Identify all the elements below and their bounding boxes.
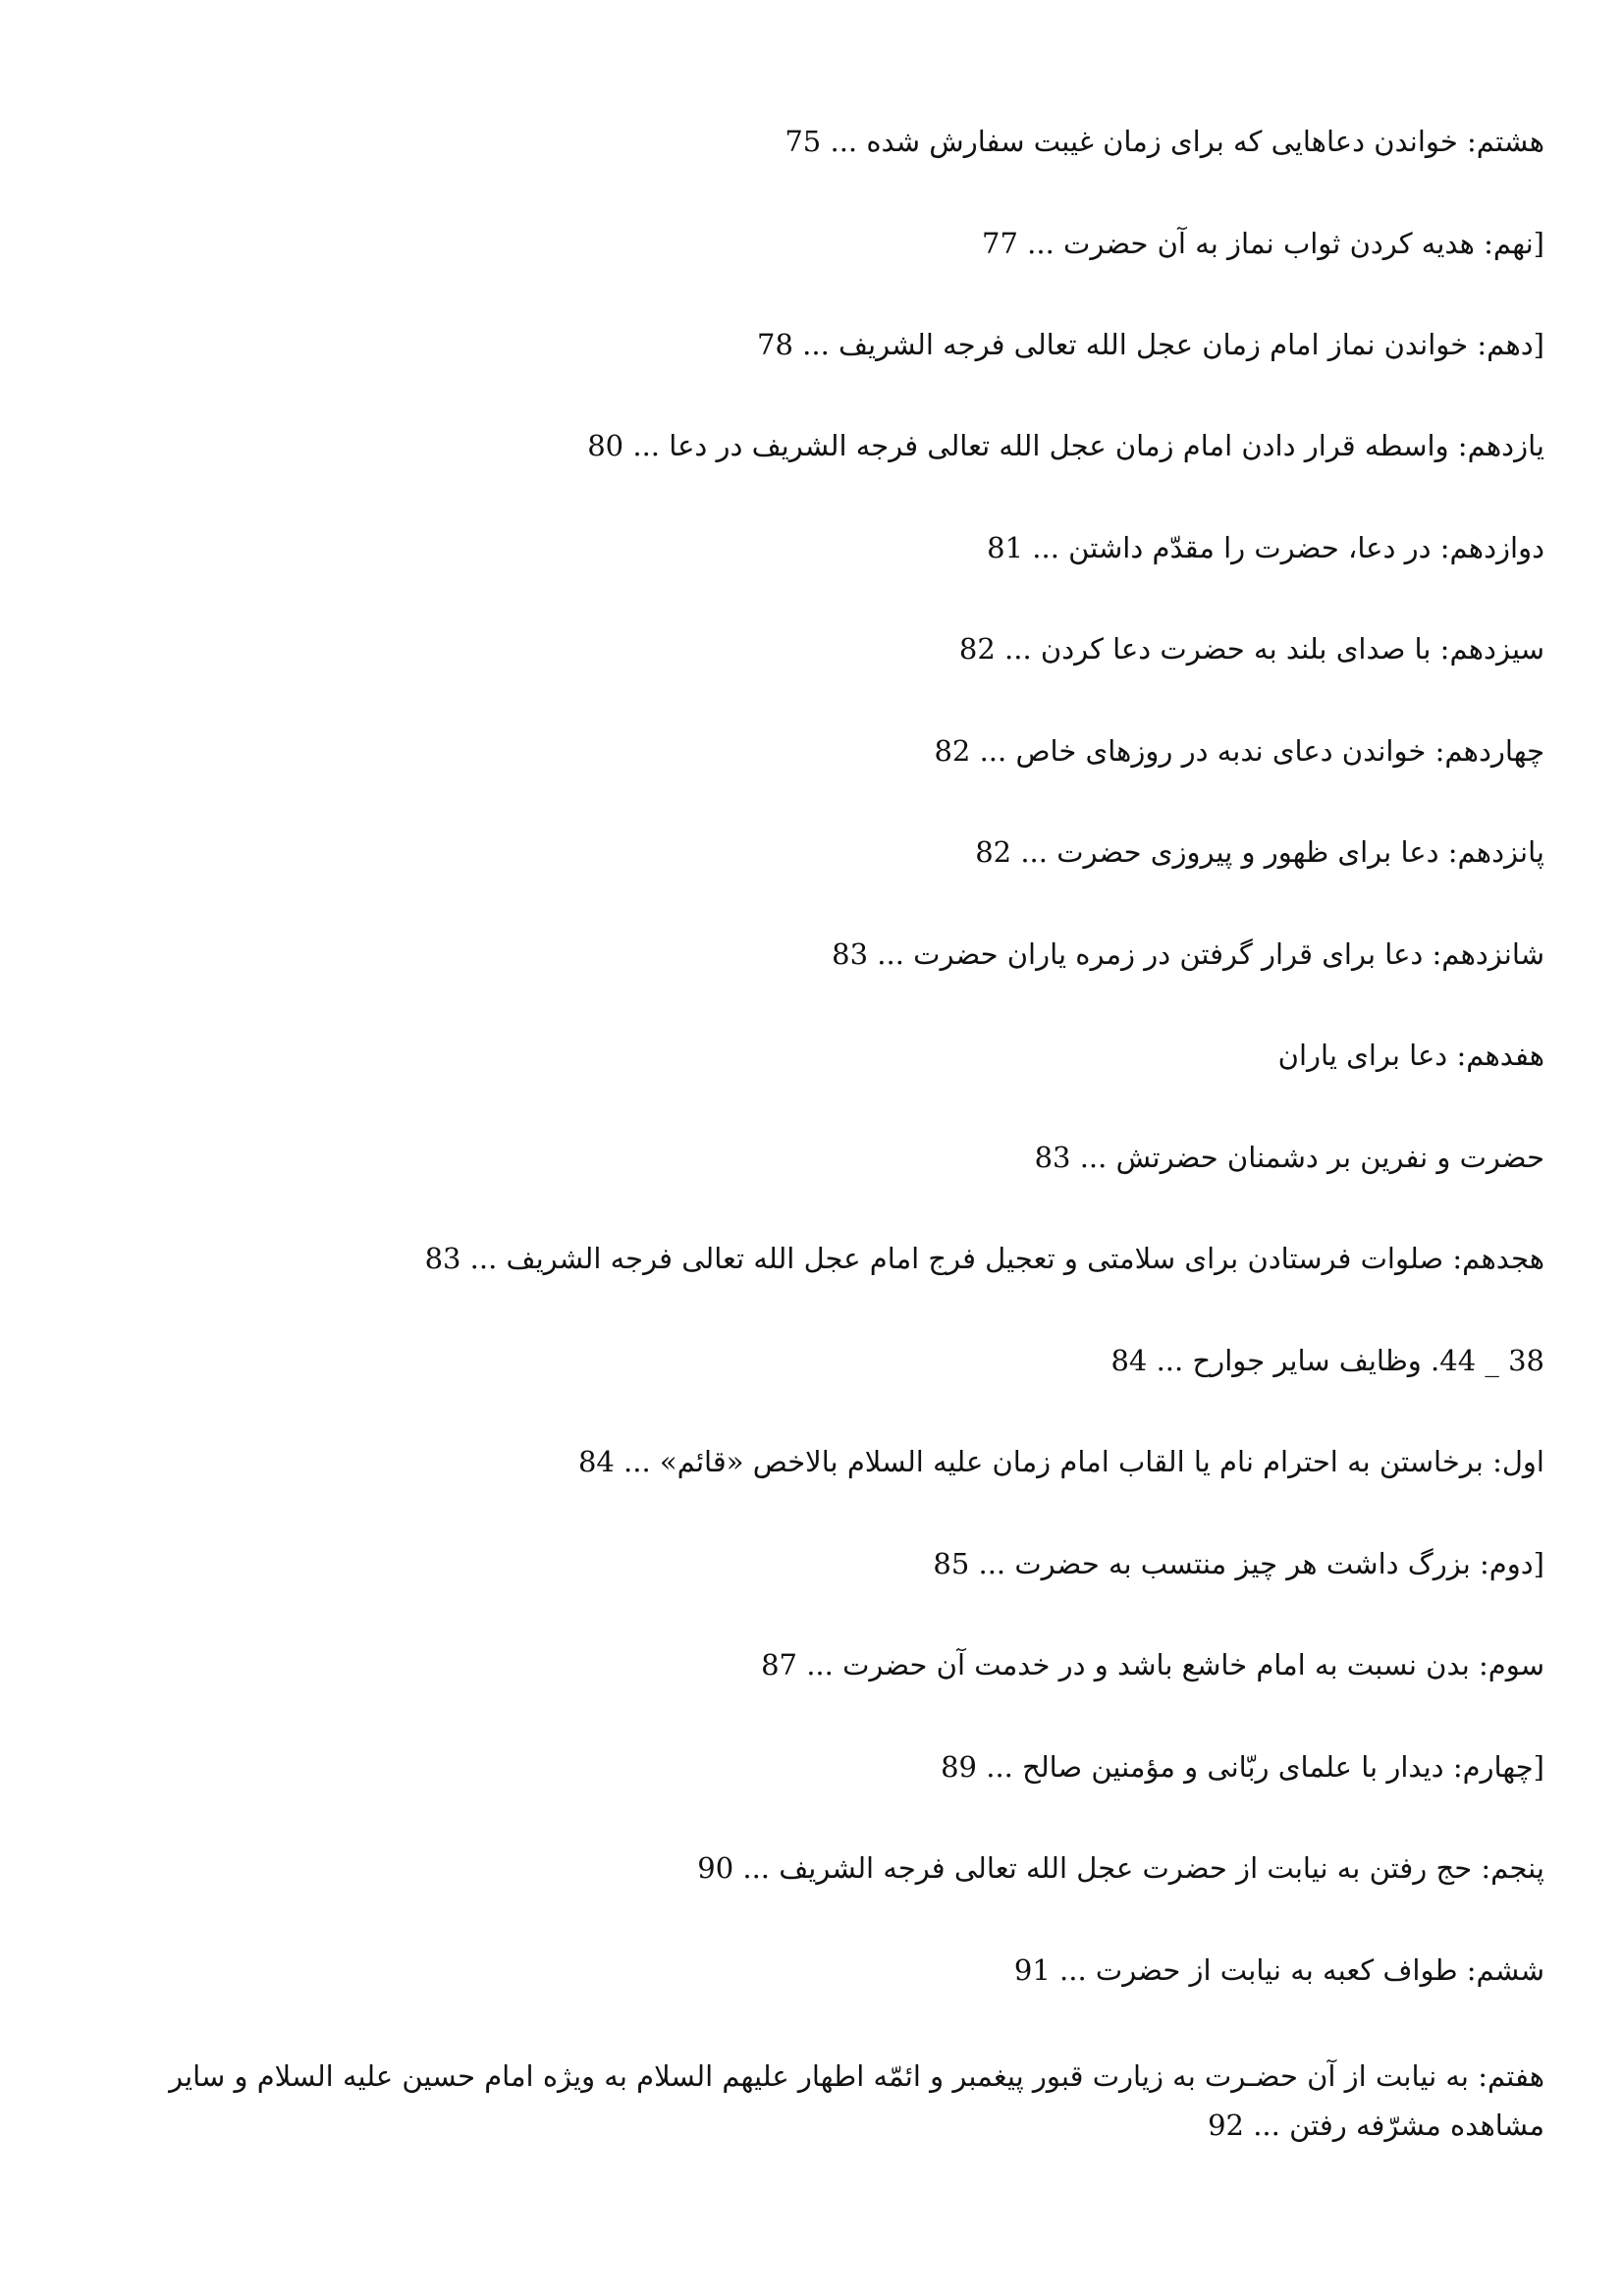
- toc-entry: 38 _ 44. وظایف سایر جوارح ... 84: [1110, 1344, 1544, 1377]
- toc-entry: [دوم: بزرگ داشت هر چیز منتسب به حضرت ... 85: [933, 1547, 1544, 1580]
- toc-entry: [دهم: خواندن نماز امام زمان عجل الله تعالی فرجه الشریف ... 78: [757, 328, 1544, 361]
- toc-entry: هفتم: به نیابت از آن حضـرت به زیارت قبور پیغمبر و ائمّه اطهار علیهم السلام به ویژه امام حسین علیه السلام و سایر مشاهده مشرّفه رفتن ... 92: [169, 2059, 1544, 2142]
- toc-entry: حضرت و نفرین بر دشمنان حضرتش ... 83: [1034, 1141, 1544, 1174]
- toc-entry: یازدهم: واسطه قرار دادن امام زمان عجل الله تعالی فرجه الشریف در دعا ... 80: [587, 429, 1544, 462]
- toc-entry: پانزدهم: دعا برای ظهور و پیروزی حضرت ... 82: [975, 835, 1544, 869]
- toc-entry: سیزدهم: با صدای بلند به حضرت دعا کردن ... 82: [958, 632, 1544, 666]
- toc-entry: اول: برخاستن به احترام نام یا القاب امام زمان علیه السلام بالاخص «قائم» ... 84: [577, 1445, 1544, 1478]
- toc-entry: [چهارم: دیدار با علمای ربّانی و مؤمنین صالح ... 89: [941, 1750, 1544, 1784]
- toc-entry: هفدهم: دعا برای یاران: [1277, 1039, 1544, 1072]
- toc-entry: ششم: طواف کعبه به نیابت از حضرت ... 91: [1013, 1953, 1544, 1987]
- toc-entry: چهاردهم: خواندن دعای ندبه در روزهای خاص ... 82: [934, 734, 1544, 768]
- toc-entry: پنجم: حج رفتن به نیابت از حضرت عجل الله تعالی فرجه الشریف ... 90: [697, 1851, 1544, 1885]
- toc-entry: هجدهم: صلوات فرستادن برای سلامتی و تعجیل فرج امام عجل الله تعالی فرجه الشریف ... 83: [424, 1242, 1544, 1275]
- toc-entry: شانزدهم: دعا برای قرار گرفتن در زمره یاران حضرت ... 83: [832, 937, 1544, 971]
- toc-entry: هشتم: خواندن دعاهایی که برای زمان غیبت سفارش شده ... 75: [784, 125, 1544, 158]
- toc-entry: [نهم: هدیه کردن ثواب نماز به آن حضرت ... 77: [982, 227, 1544, 260]
- toc-entry: دوازدهم: در دعا، حضرت را مقدّم داشتن ... 81: [987, 531, 1544, 564]
- toc-entry: سوم: بدن نسبت به امام خاشع باشد و در خدمت آن حضرت ... 87: [761, 1648, 1544, 1682]
